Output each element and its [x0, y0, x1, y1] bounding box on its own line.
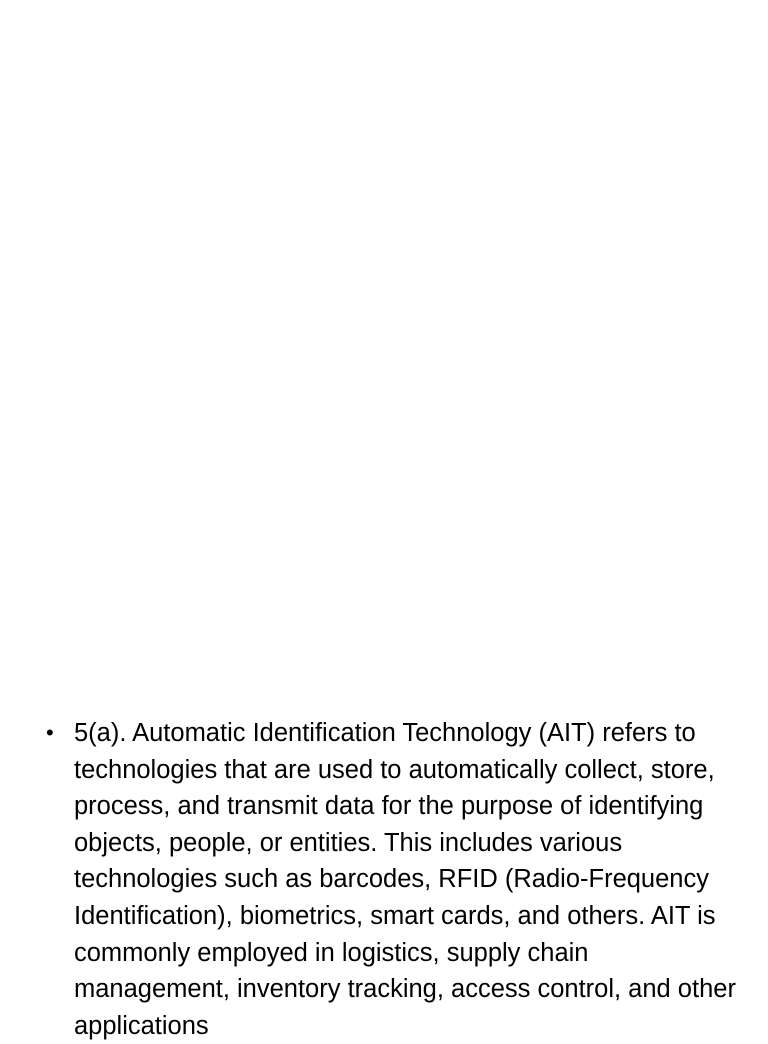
bullet-marker: • — [46, 720, 54, 745]
bullet-item — [38, 715, 738, 1044]
bullet-text: 5(a). Automatic Identification Technology (AIT) refers to technologies that are used to automatically collect, store, process, and transmit data for the purpose of identifying objects, people, or entities. This includes various technologies such as barcodes, RFID (Radio-Frequency Identification), biometrics, smart cards, and others. AIT is commonly employed in logistics, supply chain management, inventory tracking, access control, and other applications — [74, 719, 736, 1040]
bullet-list — [38, 715, 738, 1044]
